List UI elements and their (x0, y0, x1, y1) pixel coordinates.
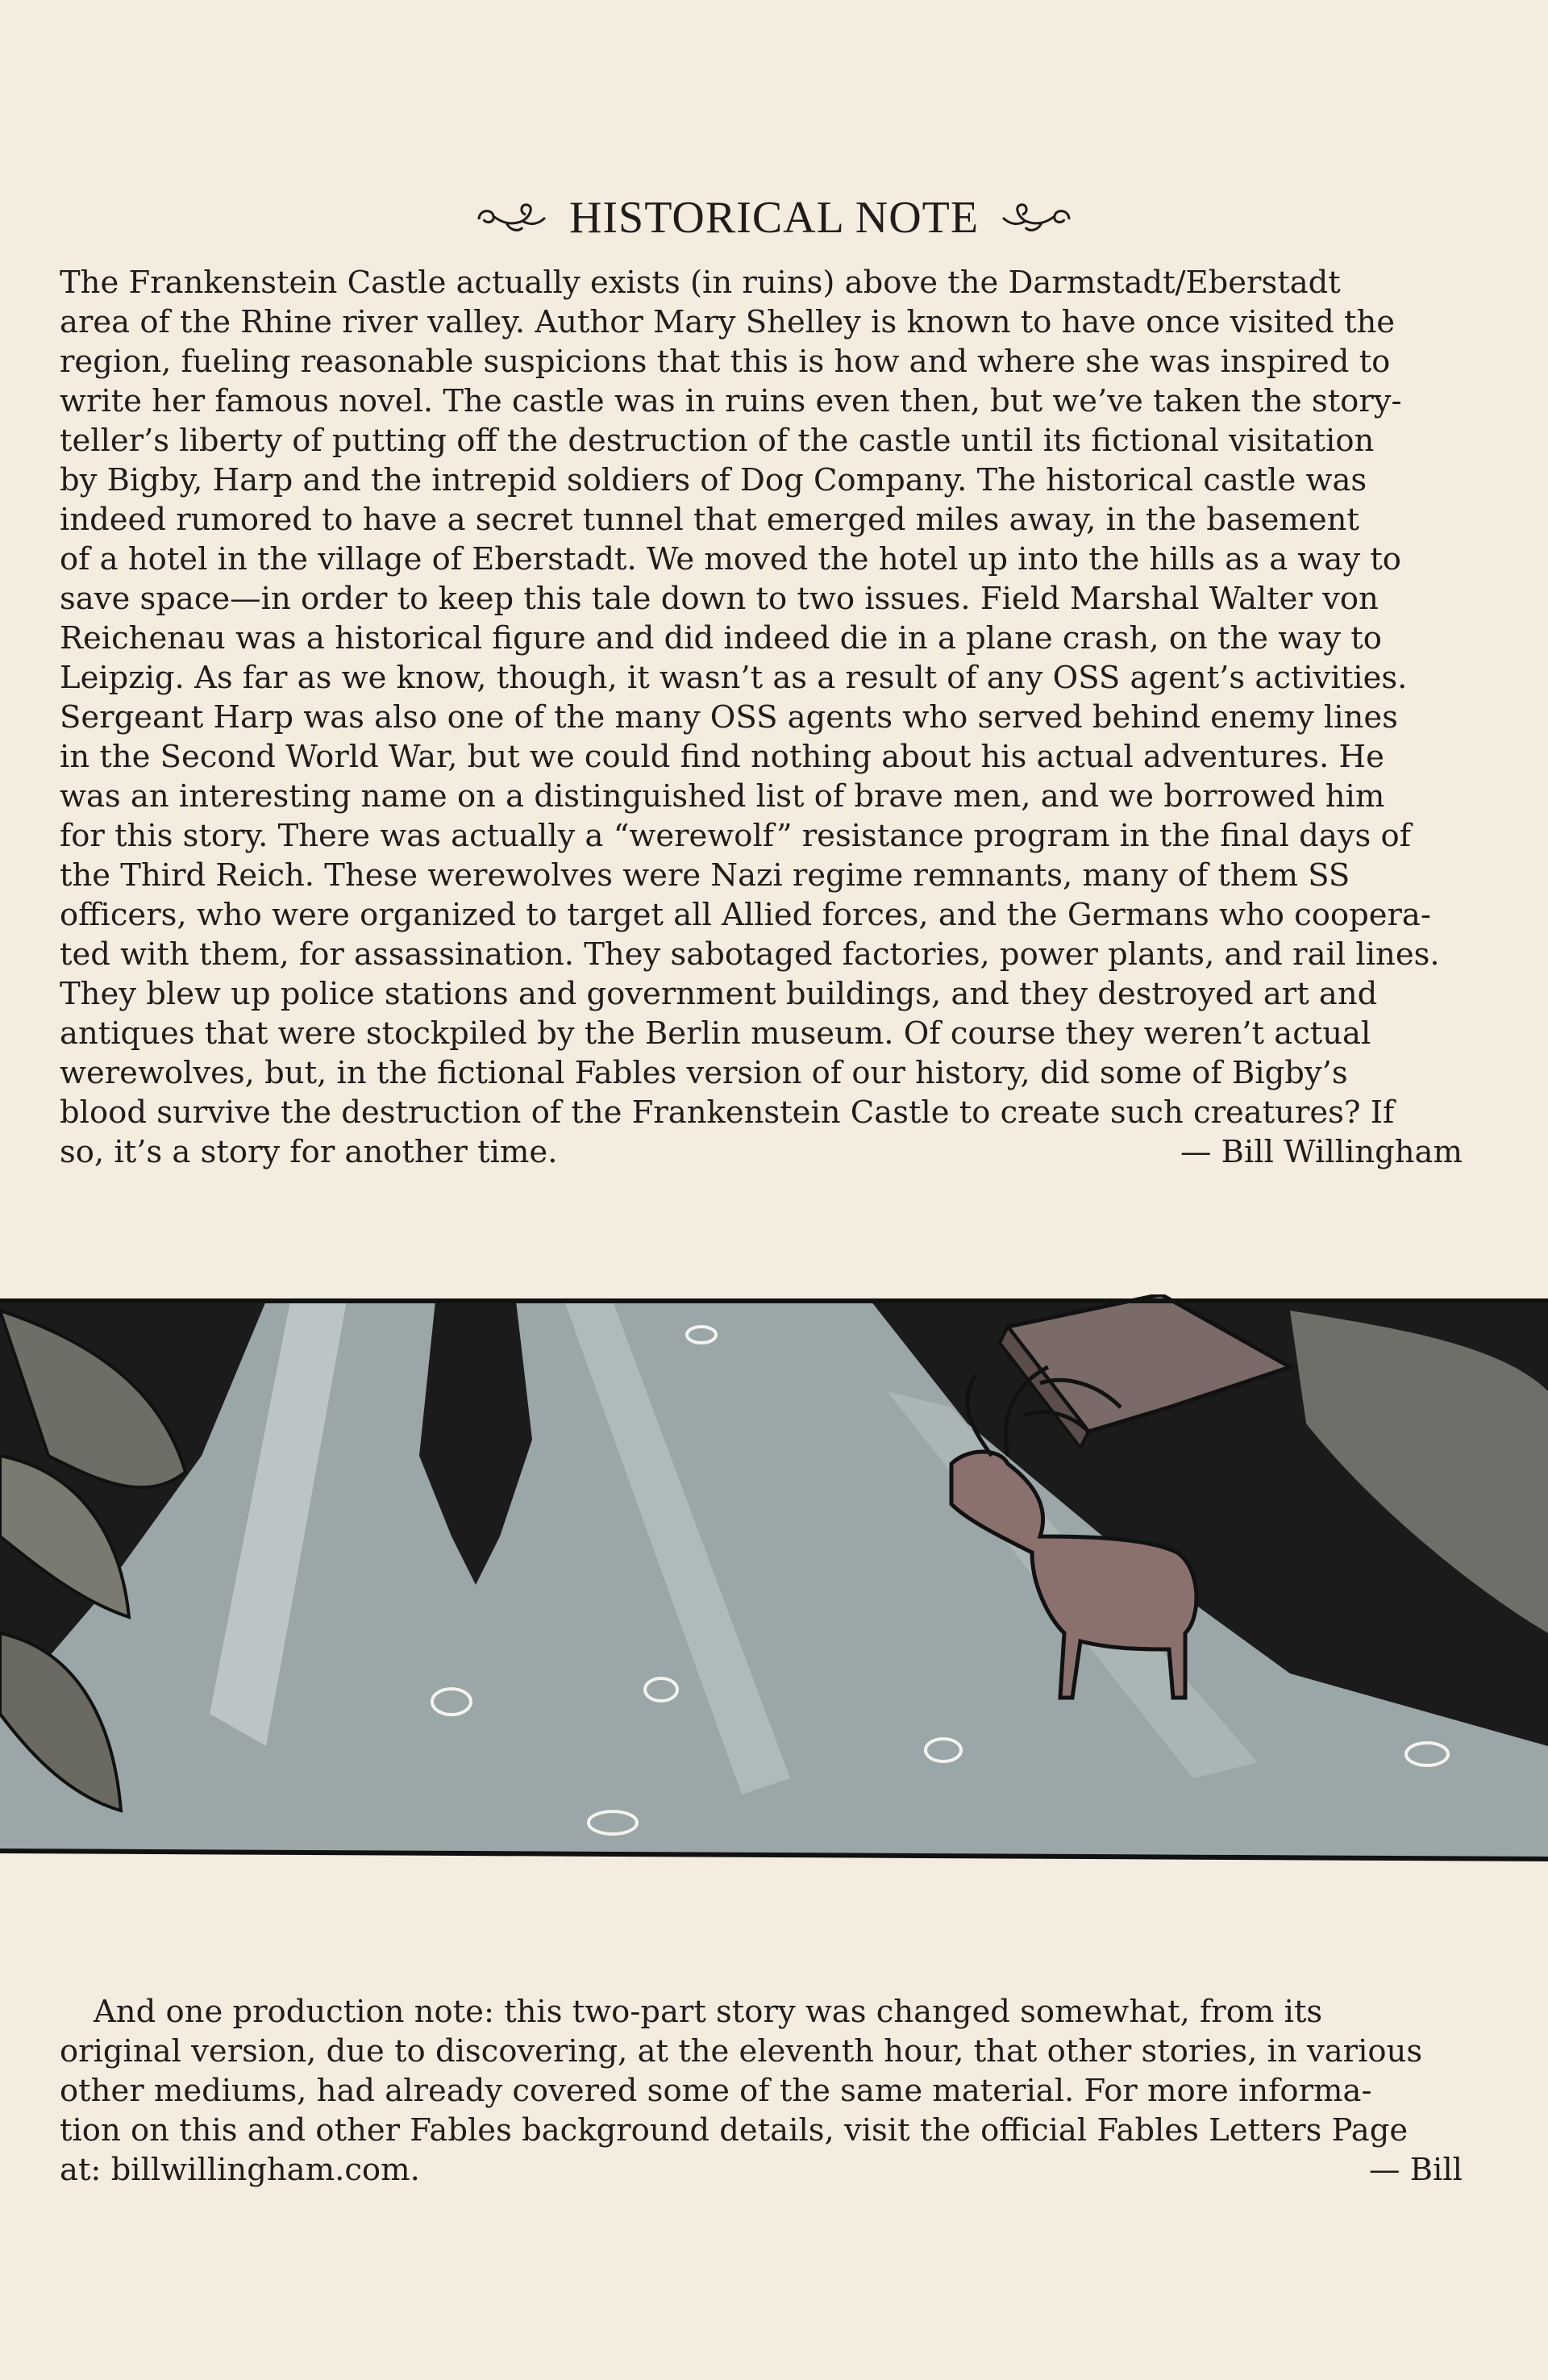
note-line: was an interesting name on a distinguished list of brave men, and we borrowed him (60, 778, 1385, 815)
note-line: save space—in order to keep this tale down to two issues. Field Marshal Walter von (60, 581, 1379, 617)
note-line: teller’s liberty of putting off the destruction of the castle until its fictional visitation (60, 423, 1375, 459)
note-line: antiques that were stockpiled by the Berlin museum. Of course they weren’t actual (60, 1015, 1371, 1052)
production-line: tion on this and other Fables background details, visit the official Fables Letters Page (60, 2112, 1409, 2149)
heading (0, 192, 1548, 244)
production-last-line (60, 2150, 1495, 2190)
note-line: by Bigby, Harp and the intrepid soldiers of Dog Company. The historical castle was (60, 462, 1367, 498)
note-line: the Third Reich. These werewolves were Nazi regime remnants, many of them SS (60, 857, 1350, 894)
forest-elk-illustration (0, 1294, 1548, 1871)
note-line: so, it’s a story for another time. (60, 1134, 558, 1170)
note-line: for this story. There was actually a “werewolf” resistance program in the final days of (60, 818, 1411, 854)
left-flourish-icon (474, 198, 548, 237)
production-line: at: billwillingham.com. (60, 2152, 420, 2188)
note-line: in the Second World War, but we could find nothing about his actual adventures. He (60, 739, 1384, 775)
production-signature: — Bill (1369, 2152, 1463, 2188)
page-title: HISTORICAL NOTE (568, 193, 980, 243)
note-line: area of the Rhine river valley. Author Mary Shelley is known to have once visited the (60, 304, 1396, 340)
production-line: other mediums, had already covered some of the same material. For more informa- (60, 2073, 1372, 2109)
note-line: Leipzig. As far as we know, though, it wasn’t as a result of any OSS agent’s activities. (60, 660, 1408, 696)
note-line: of a hotel in the village of Eberstadt. We moved the hotel up into the hills as a way to (60, 541, 1401, 577)
note-line: indeed rumored to have a secret tunnel that emerged miles away, in the basement (60, 502, 1359, 538)
note-line: write her famous novel. The castle was in ruins even then, but we’ve taken the story- (60, 383, 1402, 419)
note-line: The Frankenstein Castle actually exists (in ruins) above the Darmstadt/Eberstadt (60, 265, 1341, 301)
note-line: Sergeant Harp was also one of the many OSS agents who served behind enemy lines (60, 699, 1398, 736)
production-line: original version, due to discovering, at the eleventh hour, that other stories, in various (60, 2033, 1423, 2069)
right-flourish-icon (1000, 198, 1074, 237)
production-line: And one production note: this two-part story was changed somewhat, from its (94, 1994, 1323, 2030)
note-line: They blew up police stations and government buildings, and they destroyed art and (60, 976, 1378, 1012)
note-line: werewolves, but, in the fictional Fables version of our history, did some of Bigby’s (60, 1055, 1348, 1091)
note-signature: — Bill Willingham (1180, 1134, 1463, 1170)
note-line: ted with them, for assassination. They sabotaged factories, power plants, and rail lines. (60, 936, 1440, 973)
historical-note-body (60, 263, 1495, 1172)
note-line: blood survive the destruction of the Frankenstein Castle to create such creatures? If (60, 1094, 1395, 1131)
note-line: region, fueling reasonable suspicions that this is how and where she was inspired to (60, 344, 1391, 380)
note-line: Reichenau was a historical figure and did indeed die in a plane crash, on the way to (60, 620, 1382, 656)
note-last-line (60, 1132, 1495, 1172)
production-note-body (60, 1992, 1495, 2190)
note-line: officers, who were organized to target all Allied forces, and the Germans who coopera- (60, 897, 1431, 933)
